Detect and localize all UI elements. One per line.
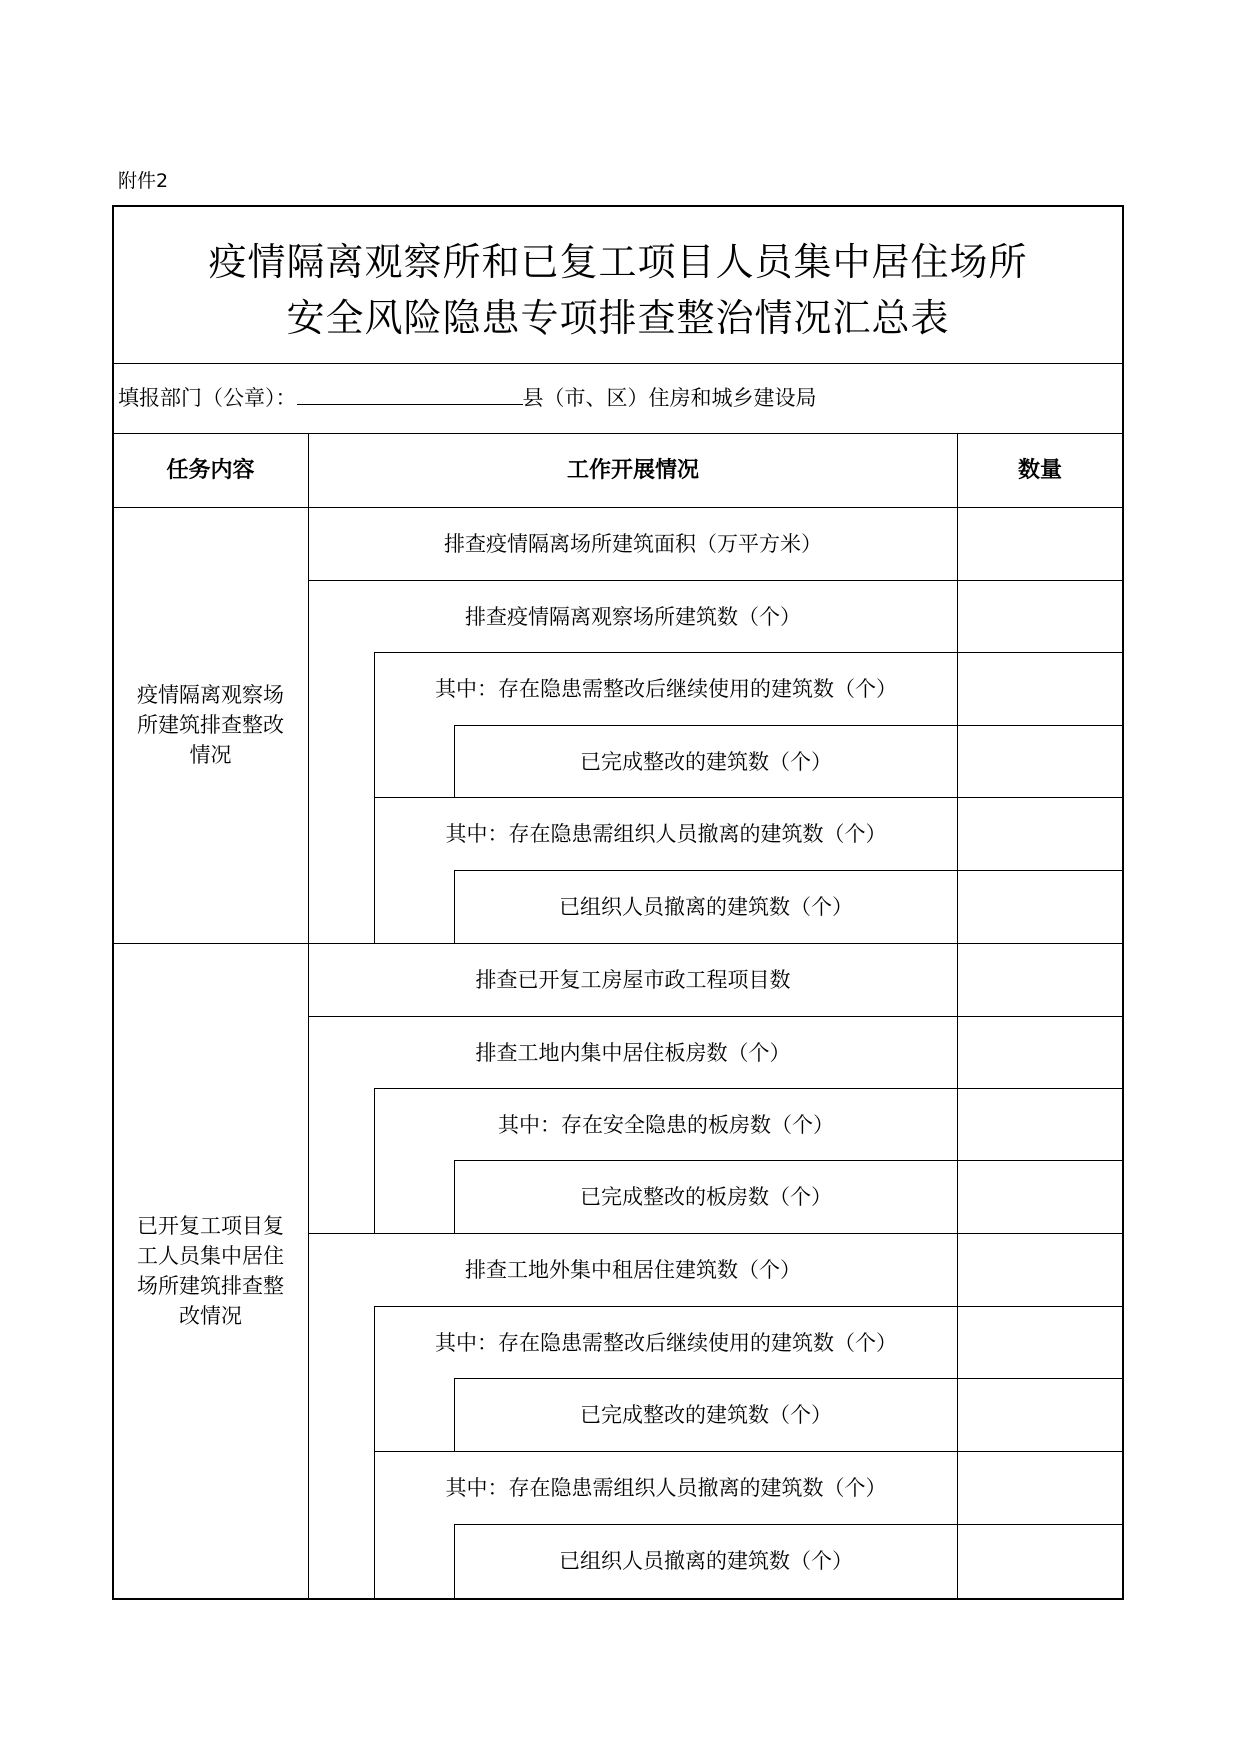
header-count: 数量 bbox=[1017, 458, 1062, 483]
table-bottom-border bbox=[112, 1598, 1124, 1600]
count-cell[interactable] bbox=[958, 581, 1122, 652]
work-item: 排查工地外集中租居住建筑数（个） bbox=[465, 1258, 801, 1282]
work-item: 其中：存在隐患需组织人员撤离的建筑数（个） bbox=[445, 822, 887, 846]
work-item: 排查已开复工房屋市政工程项目数 bbox=[475, 968, 791, 992]
department-field bbox=[118, 382, 817, 412]
task-line: 所建筑排查整改 bbox=[137, 713, 284, 737]
task-line: 疫情隔离观察场 bbox=[137, 683, 284, 707]
work-item: 已完成整改的建筑数（个） bbox=[580, 1403, 832, 1427]
count-cell[interactable] bbox=[958, 1161, 1122, 1233]
table-right-border bbox=[1122, 205, 1124, 1600]
header-work: 工作开展情况 bbox=[566, 458, 699, 483]
department-blank[interactable] bbox=[297, 386, 523, 405]
task-line: 改情况 bbox=[179, 1304, 242, 1328]
count-cell[interactable] bbox=[958, 1452, 1122, 1524]
count-cell[interactable] bbox=[958, 1307, 1122, 1378]
table-title-line-2: 安全风险隐患专项排查整治情况汇总表 bbox=[286, 296, 950, 340]
count-cell[interactable] bbox=[958, 1089, 1122, 1160]
attachment-label: 附件2 bbox=[118, 170, 169, 192]
work-item: 其中：存在隐患需整改后继续使用的建筑数（个） bbox=[435, 1331, 897, 1355]
task-line: 场所建筑排查整 bbox=[137, 1274, 284, 1298]
table-left-border bbox=[112, 205, 114, 1600]
count-cell[interactable] bbox=[958, 508, 1122, 580]
table-top-border bbox=[112, 205, 1124, 207]
work-item: 其中：存在安全隐患的板房数（个） bbox=[498, 1113, 834, 1137]
work-item: 已组织人员撤离的建筑数（个） bbox=[559, 895, 853, 919]
count-cell[interactable] bbox=[958, 653, 1122, 725]
task-cell-construction bbox=[113, 1211, 308, 1331]
task-line: 工人员集中居住 bbox=[137, 1244, 284, 1268]
count-cell[interactable] bbox=[958, 944, 1122, 1016]
department-suffix: 县（市、区）住房和城乡建设局 bbox=[522, 386, 817, 410]
work-item: 已完成整改的建筑数（个） bbox=[580, 750, 832, 774]
count-cell[interactable] bbox=[958, 798, 1122, 870]
count-cell[interactable] bbox=[958, 1234, 1122, 1306]
work-item: 排查工地内集中居住板房数（个） bbox=[475, 1041, 791, 1065]
work-item: 已组织人员撤离的建筑数（个） bbox=[559, 1549, 853, 1573]
work-item: 排查疫情隔离场所建筑面积（万平方米） bbox=[444, 532, 822, 556]
work-item: 其中：存在隐患需整改后继续使用的建筑数（个） bbox=[435, 677, 897, 701]
count-cell[interactable] bbox=[958, 1017, 1122, 1088]
table-title-line-1: 疫情隔离观察所和已复工项目人员集中居住场所 bbox=[208, 240, 1028, 284]
task-line: 已开复工项目复 bbox=[137, 1214, 284, 1238]
title-divider bbox=[112, 363, 1124, 364]
header-task: 任务内容 bbox=[166, 458, 255, 483]
count-cell[interactable] bbox=[958, 1379, 1122, 1451]
task-line: 情况 bbox=[189, 743, 232, 767]
work-item: 其中：存在隐患需组织人员撤离的建筑数（个） bbox=[445, 1476, 887, 1500]
task-cell-quarantine bbox=[113, 680, 308, 770]
work-item: 排查疫情隔离观察场所建筑数（个） bbox=[465, 605, 801, 629]
count-cell[interactable] bbox=[958, 871, 1122, 943]
count-cell[interactable] bbox=[958, 1525, 1122, 1598]
department-label: 填报部门（公章）： bbox=[118, 386, 297, 410]
count-cell[interactable] bbox=[958, 726, 1122, 797]
work-item: 已完成整改的板房数（个） bbox=[580, 1185, 832, 1209]
